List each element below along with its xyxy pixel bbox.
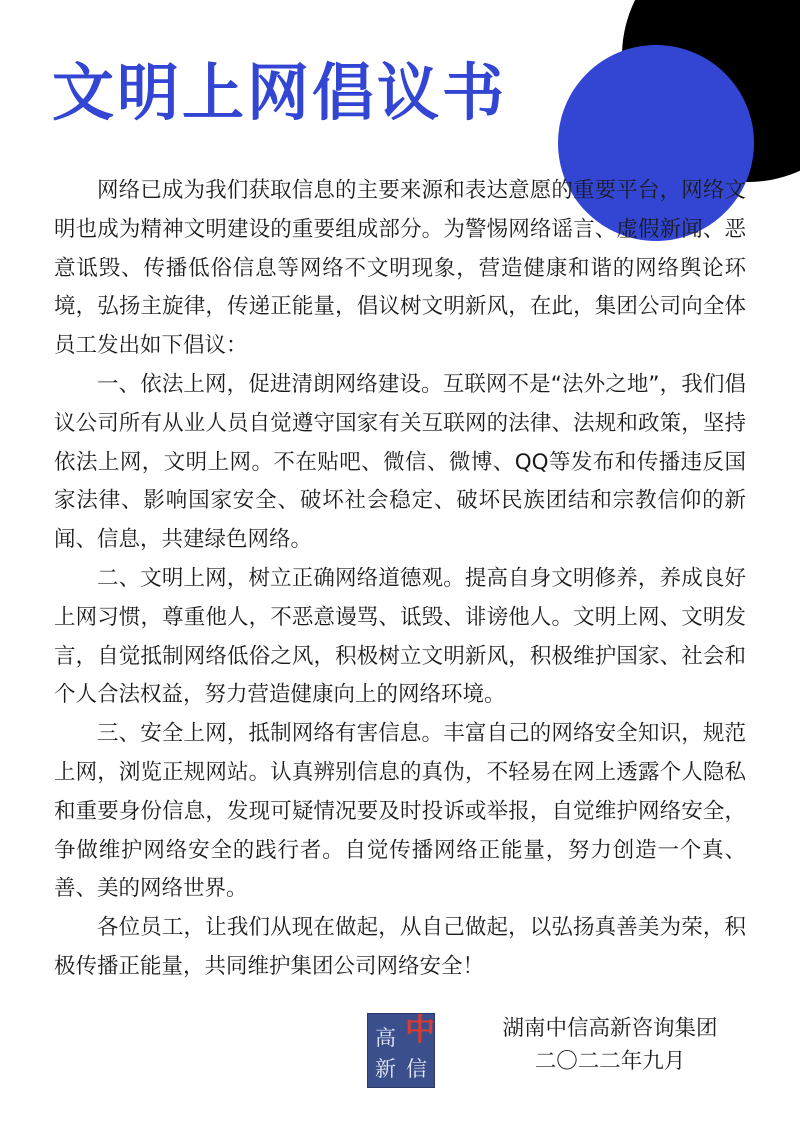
signature-block — [470, 1012, 750, 1078]
logo-char: 中 — [405, 1013, 435, 1048]
logo-char: 高 — [375, 1026, 396, 1050]
company-logo — [367, 1013, 435, 1088]
logo-char: 信 — [406, 1057, 427, 1081]
document-title: 文明上网倡议书 — [52, 56, 508, 129]
paragraph-point-2: 二、文明上网，树立正确网络道德观。提高自身文明修养，养成良好上网习惯，尊重他人，不恶意谩骂、诋毁、诽谤他人。文明上网、文明发言，自觉抵制网络低俗之风，积极树立文明新风，积极维护国家、社会和个人合法权益，努力营造健康向上的网络环境。 — [54, 565, 746, 708]
paragraph-intro: 网络已成为我们获取信息的主要来源和表达意愿的重要平台，网络文明也成为精神文明建设的重要组成部分。为警惕网络谣言、虚假新闻、恶意诋毁、传播低俗信息等网络不文明现象，营造健康和谐的网络舆论环境，弘扬主旋律，传递正能量，倡议树文明新风，在此，集团公司向全体员工发出如下倡议： — [54, 178, 746, 359]
paragraph-point-3: 三、安全上网，抵制网络有害信息。丰富自己的网络安全知识，规范上网，浏览正规网站。认真辨别信息的真伪，不轻易在网上透露个人隐私和重要身份信息，发现可疑情况要及时投诉或举报，自觉维护网络安全，争做维护网络安全的践行者。自觉传播网络正能量，努力创造一个真、善、美的网络世界。 — [54, 721, 746, 902]
paragraph-closing: 各位员工，让我们从现在做起，从自己做起，以弘扬真善美为荣，积极传播正能量，共同维护集团公司网络安全！ — [54, 915, 746, 979]
signature-date: 二〇二二年九月 — [534, 1049, 686, 1074]
paragraph-point-1: 一、依法上网，促进清朗网络建设。互联网不是“法外之地”，我们倡议公司所有从业人员自觉遵守国家有关互联网的法律、法规和政策，坚持依法上网，文明上网。不在贴吧、微信、微博、QQ等发布和传播违反国家法律、影响国家安全、破坏社会稳定、破坏民族团结和宗教信仰的新闻、信息，共建绿色网络。 — [54, 371, 746, 553]
logo-char: 新 — [375, 1057, 396, 1081]
signature-organization: 湖南中信高新咨询集团 — [502, 1016, 718, 1041]
document-body — [54, 172, 746, 987]
